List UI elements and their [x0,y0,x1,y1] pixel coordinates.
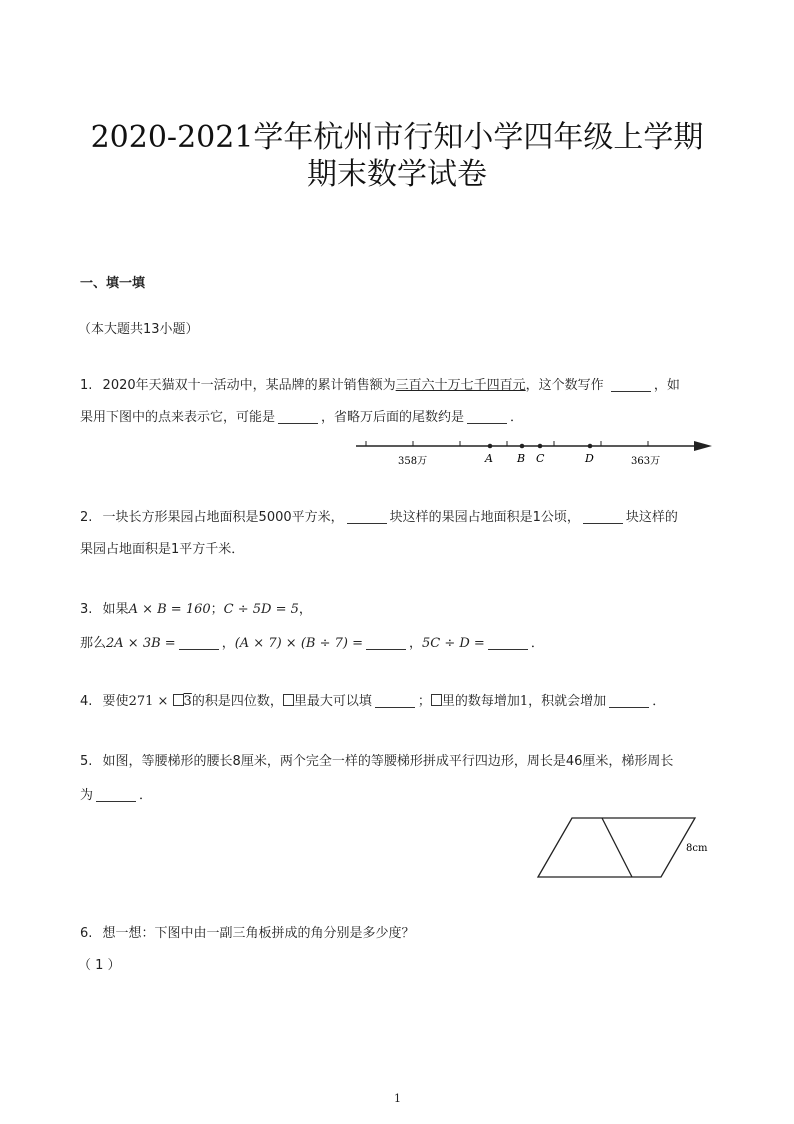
question-number: 2. [80,510,93,525]
question-number: 3. [80,602,93,617]
q2-text: 块这样的 [625,510,678,525]
question-2-line-1 [80,508,678,528]
answer-blank[interactable] [467,409,507,424]
number-line-figure [350,434,715,470]
parallelogram-figure [530,812,720,884]
answer-blank[interactable] [366,635,406,650]
q4-text: 里最大可以填 [293,694,372,709]
point-a [488,444,493,449]
q4-text: 要使 [102,694,129,709]
point-label-c: C [536,452,545,465]
q5-text: 如图，等腰梯形的腰长8厘米，两个完全一样的等腰梯形拼成平行四边形，周长是46厘米，梯形周长 [102,754,674,769]
section-heading: 一、填一填 [80,276,146,291]
q3-text: ． [530,636,544,651]
q1-text: ． [510,410,524,425]
empty-box [283,694,294,706]
q4-text: ． [652,694,666,709]
question-number: 4. [80,694,93,709]
empty-box [173,694,184,706]
q5-text: 为 [80,788,94,803]
q4-text: 的积是四位数， [191,694,283,709]
q1-text: 2020年天猫双十一活动中，某品牌的累计销售额为 [102,378,396,393]
page-number: 1 [394,1092,401,1105]
q2-text: 一块长方形果园占地面积是5000平方米， [102,510,344,525]
q4-number: 271 × [128,694,169,709]
question-6-sub-1: （ 1 ） [78,958,121,973]
q4-text: ，积就会增加 [528,694,607,709]
q5-text: ． [139,788,153,803]
q1-text: ，这个数写作 [525,378,604,393]
question-4 [80,692,665,712]
q1-text: ，如 [653,378,680,393]
question-5-line-2 [80,786,152,806]
q3-equation-2: C ÷ 5D = 5 [223,602,299,617]
question-number: 6. [80,926,93,941]
q1-text: ，省略万后面的尾数约是 [321,410,465,425]
number-line-arrow [694,441,712,451]
answer-blank[interactable] [488,635,528,650]
q3-expression-1: 2A × 3B = [106,636,176,651]
q3-equation-1: A × B = 160 [128,602,211,617]
point-label-a: A [485,452,493,465]
question-5-line-1 [80,752,673,772]
q3-expression-2: (A × 7) × (B ÷ 7) = [234,636,363,651]
q4-number: 1 [519,694,529,709]
point-d [588,444,593,449]
question-number: 5. [80,754,93,769]
axis-label-right: 363万 [631,456,661,467]
q3-text: ； [210,602,224,617]
q4-overlined-number: 3 [173,694,192,709]
answer-blank[interactable] [96,787,136,802]
question-1-line-1 [80,376,680,396]
q3-text: ， [408,636,422,651]
side-length-label: 8cm [686,843,708,854]
q3-text: ， [298,602,312,617]
q4-text: 里的数每增加 [441,694,520,709]
question-2-line-2: 果园占地面积是1平方千米． [80,542,245,557]
answer-blank[interactable] [611,377,651,392]
q4-text: ； [417,694,431,709]
q6-text: 想一想：下图中由一副三角板拼成的角分别是多少度？ [102,926,415,941]
q3-text: ， [221,636,235,651]
section-note: （本大题共13小题） [78,322,199,337]
question-number: 1. [80,378,93,393]
q1-text: 果用下图中的点来表示它，可能是 [80,410,276,425]
question-3-line-2 [80,634,544,654]
q3-expression-3: 5C ÷ D = [422,636,485,651]
title-line-2: 期末数学试卷 [307,157,487,192]
q3-text: 如果 [102,602,129,617]
point-c [538,444,543,449]
point-label-d: D [585,452,594,465]
q1-underlined: 三百六十万七千四百元 [395,378,526,393]
answer-blank[interactable] [278,409,318,424]
trapezoid-divider [602,818,632,877]
question-6 [80,924,415,944]
q2-text: 块这样的果园占地面积是1公顷， [389,510,580,525]
point-label-b: B [517,452,526,465]
answer-blank[interactable] [583,509,623,524]
question-3-line-1 [80,600,312,620]
answer-blank[interactable] [179,635,219,650]
question-1-line-2 [80,408,523,428]
title-line-1: 2020-2021学年杭州市行知小学四年级上学期 [90,120,704,155]
answer-blank[interactable] [375,693,415,708]
empty-box [431,694,442,706]
answer-blank[interactable] [347,509,387,524]
q3-text: 那么 [80,636,107,651]
answer-blank[interactable] [609,693,649,708]
axis-label-left: 358万 [398,456,428,467]
point-b [520,444,525,449]
